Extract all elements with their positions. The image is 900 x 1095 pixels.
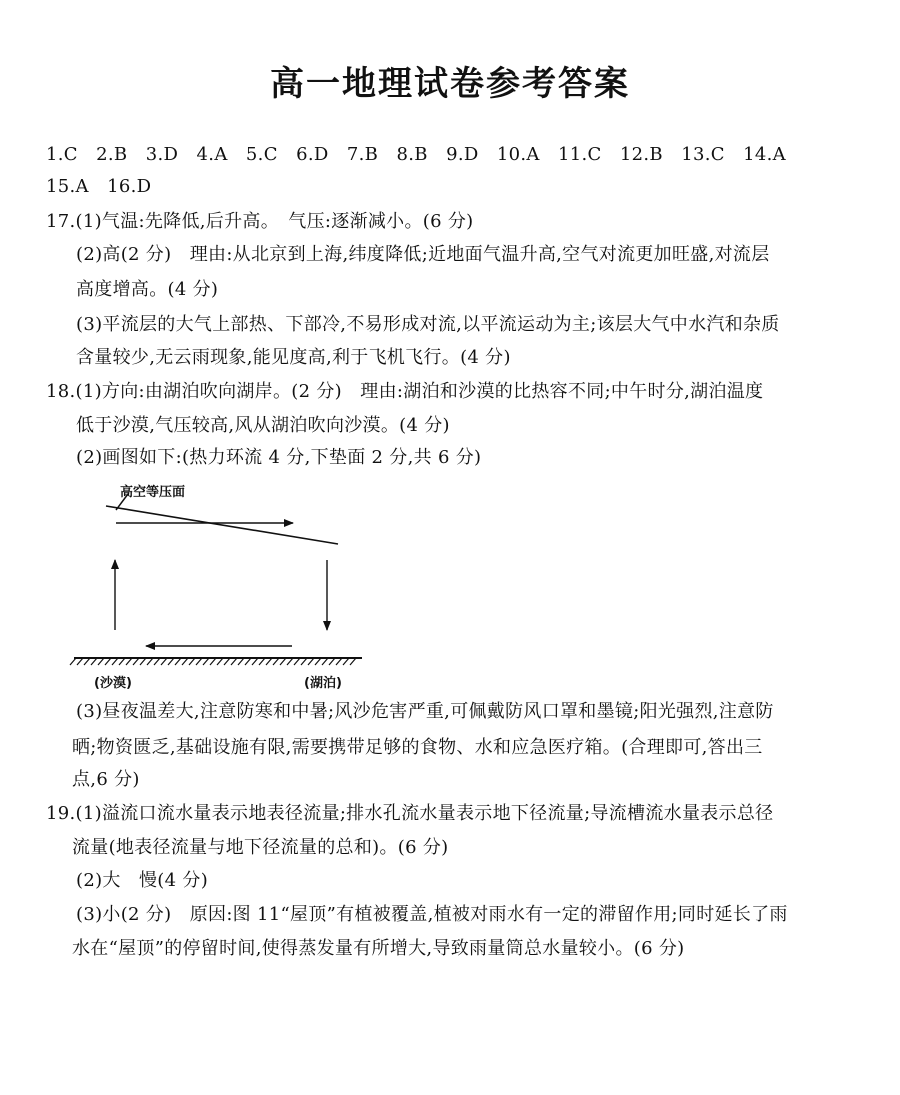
hatch-mark bbox=[231, 658, 237, 665]
hatch-mark bbox=[84, 658, 90, 665]
isobar-label: 高空等压面 bbox=[120, 485, 186, 500]
document-title: 高一地理试卷参考答案 bbox=[270, 64, 630, 104]
q19-line-2: 流量(地表径流量与地下径流量的总和)。(6 分) bbox=[72, 837, 449, 858]
q17-line-5: 含量较少,无云雨现象,能见度高,利于飞机飞行。(4 分) bbox=[76, 347, 511, 368]
hatch-mark bbox=[182, 658, 188, 665]
q18-line-5: 晒;物资匮乏,基础设施有限,需要携带足够的食物、水和应急医疗箱。(合理即可,答出三 bbox=[72, 737, 763, 758]
hatch-mark bbox=[133, 658, 139, 665]
isobaric-surface-line bbox=[106, 506, 338, 544]
lake-label: (湖泊) bbox=[304, 676, 342, 691]
q17-line-3: 高度增高。(4 分) bbox=[76, 279, 219, 300]
mc-answers-line-2: 15.A 16.D bbox=[46, 176, 152, 197]
hatch-mark bbox=[126, 658, 132, 665]
hatch-mark bbox=[175, 658, 181, 665]
q19-line-5: 水在“屋顶”的停留时间,使得蒸发量有所增大,导致雨量筒总水量较小。(6 分) bbox=[72, 938, 685, 959]
hatch-mark bbox=[161, 658, 167, 665]
hatch-mark bbox=[119, 658, 125, 665]
hatch-mark bbox=[336, 658, 342, 665]
q19-line-3: (2)大 慢(4 分) bbox=[76, 870, 209, 891]
circulation-svg bbox=[60, 476, 380, 696]
q18-line-2: 低于沙漠,气压较高,风从湖泊吹向沙漠。(4 分) bbox=[76, 415, 450, 436]
hatch-mark bbox=[168, 658, 174, 665]
hatch-mark bbox=[196, 658, 202, 665]
hatch-mark bbox=[147, 658, 153, 665]
hatch-mark bbox=[273, 658, 279, 665]
hatch-mark bbox=[203, 658, 209, 665]
q19-line-1: 19.(1)溢流口流水量表示地表径流量;排水孔流水量表示地下径流量;导流槽流水量表示总径 bbox=[46, 803, 774, 824]
hatch-mark bbox=[322, 658, 328, 665]
q18-line-3: (2)画图如下:(热力环流 4 分,下垫面 2 分,共 6 分) bbox=[76, 447, 482, 468]
q19-line-4: (3)小(2 分) 原因:图 11“屋顶”有植被覆盖,植被对雨水有一定的滞留作用;同时延长了雨 bbox=[76, 904, 788, 925]
hatch-mark bbox=[280, 658, 286, 665]
q18-line-6: 点,6 分) bbox=[72, 769, 140, 790]
hatch-mark bbox=[91, 658, 97, 665]
hatch-mark bbox=[343, 658, 349, 665]
hatch-mark bbox=[287, 658, 293, 665]
thermal-circulation-diagram bbox=[60, 476, 380, 696]
hatch-mark bbox=[105, 658, 111, 665]
hatch-mark bbox=[294, 658, 300, 665]
hatch-mark bbox=[224, 658, 230, 665]
hatch-mark bbox=[112, 658, 118, 665]
hatch-mark bbox=[252, 658, 258, 665]
hatch-mark bbox=[140, 658, 146, 665]
q18-line-4: (3)昼夜温差大,注意防寒和中暑;风沙危害严重,可佩戴防风口罩和墨镜;阳光强烈,注意防 bbox=[76, 701, 774, 722]
desert-label: (沙漠) bbox=[94, 676, 132, 691]
hatch-mark bbox=[98, 658, 104, 665]
q17-line-1: 17.(1)气温:先降低,后升高。 气压:逐渐减小。(6 分) bbox=[46, 211, 474, 232]
hatch-mark bbox=[210, 658, 216, 665]
q18-line-1: 18.(1)方向:由湖泊吹向湖岸。(2 分) 理由:湖泊和沙漠的比热容不同;中午时分,湖泊温度 bbox=[46, 381, 764, 402]
hatch-mark bbox=[70, 658, 76, 665]
hatch-mark bbox=[329, 658, 335, 665]
hatch-mark bbox=[350, 658, 356, 665]
hatch-mark bbox=[217, 658, 223, 665]
q17-line-2: (2)高(2 分) 理由:从北京到上海,纬度降低;近地面气温升高,空气对流更加旺盛,对流层 bbox=[76, 244, 770, 265]
hatch-mark bbox=[154, 658, 160, 665]
hatch-mark bbox=[315, 658, 321, 665]
hatch-mark bbox=[259, 658, 265, 665]
hatch-mark bbox=[245, 658, 251, 665]
hatch-mark bbox=[77, 658, 83, 665]
hatch-mark bbox=[301, 658, 307, 665]
hatch-mark bbox=[189, 658, 195, 665]
ground-hatching bbox=[70, 658, 356, 665]
q17-line-4: (3)平流层的大气上部热、下部冷,不易形成对流,以平流运动为主;该层大气中水汽和杂质 bbox=[76, 314, 780, 335]
hatch-mark bbox=[308, 658, 314, 665]
hatch-mark bbox=[238, 658, 244, 665]
mc-answers-line-1: 1.C 2.B 3.D 4.A 5.C 6.D 7.B 8.B 9.D 10.A 11.C 12.B 13.C 14.A bbox=[46, 144, 786, 165]
hatch-mark bbox=[266, 658, 272, 665]
